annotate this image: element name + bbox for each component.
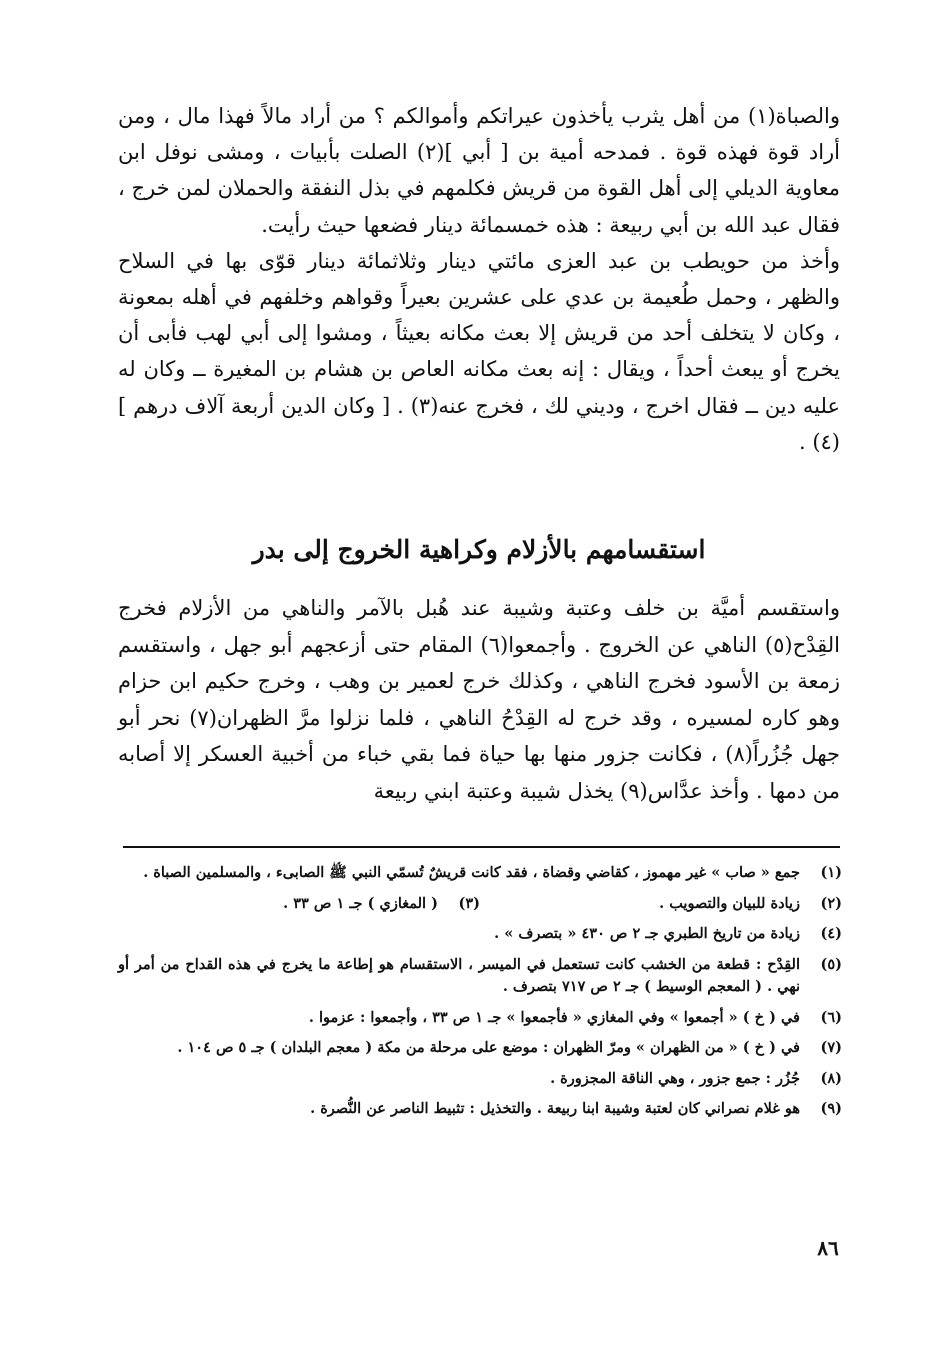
footnote-divider bbox=[123, 846, 840, 848]
footnote-number: (٩) bbox=[820, 1100, 842, 1117]
main-text-block bbox=[118, 98, 840, 460]
footnotes-block bbox=[118, 862, 842, 1129]
footnote-7 bbox=[118, 1037, 842, 1060]
footnote-text: جمع « صاب » غير مهموز ، كقاضي وقضاة ، فقد كانت قريشٌ تُسمّي النبي ﷺ الصابىء ، والمسلمين الصباة . bbox=[143, 864, 800, 881]
footnote-8 bbox=[118, 1068, 842, 1091]
paragraph-2: وأخذ من حويطب بن عبد العزى مائتي دينار وثلاثمائة دينار قوّى بها في السلاح والظهر ، وحمل طُعيمة بن عدي على عشرين بعيراً وقواهم وخلفهم في أهله بمعونة ، وكان لا يتخلف أحد من قريش إلا بعث مكانه بعيثاً ، ومشوا إلى أبي لهب فأبى أن يخرج أو يبعث أحداً ، ويقال : إنه بعث مكانه العاص بن هشام بن المغيرة ــ وكان له عليه دين ــ فقال اخرج ، وديني لك ، فخرج عنه(٣) . [ وكان الدين أربعة آلاف درهم ](٤) . bbox=[118, 248, 840, 454]
footnote-5 bbox=[118, 954, 842, 999]
footnote-6 bbox=[118, 1007, 842, 1030]
footnote-number: (٥) bbox=[820, 955, 842, 973]
footnote-text: جُزُر : جمع جزور ، وهي الناقة المجزورة . bbox=[550, 1069, 800, 1087]
footnote-1 bbox=[118, 862, 842, 885]
footnote-number: (٣) bbox=[458, 894, 480, 912]
paragraph-1: والصباة(١) من أهل يثرب يأخذون عيراتكم وأموالكم ؟ من أراد مالاً فهذا مال ، ومن أراد قوة فهذه قوة . فمدحه أمية بن [ أبي ](٢) الصلت بأبيات ، ومشى نوفل ابن معاوية الديلي إلى أهل القوة من قريش فكلمهم في بذل النفقة والحملان لمن خرج ، فقال عبد الله بن أبي ربيعة : هذه خمسمائة دينار فضعها حيث رأيت. bbox=[118, 104, 840, 237]
footnote-3 bbox=[118, 893, 480, 916]
section-heading: استقسامهم بالأزلام وكراهية الخروج إلى بدر bbox=[252, 535, 706, 564]
footnote-text: زيادة للبيان والتصويب . bbox=[659, 894, 800, 912]
footnote-4 bbox=[118, 923, 842, 946]
footnote-text: القِدْح : قطعة من الخشب كانت تستعمل في الميسر ، الاستقسام هو إطاعة ما يخرج في هذه القداح من أمر أو نهي . ( المعجم الوسيط ) جـ ٢ ص ٧١٧ بتصرف . bbox=[118, 955, 800, 995]
footnote-text: ( المغازي ) جـ ١ ص ٣٣ . bbox=[283, 894, 438, 912]
footnote-number: (٧) bbox=[820, 1039, 842, 1056]
footnote-number: (١) bbox=[820, 864, 842, 881]
footnote-number: (٦) bbox=[820, 1008, 842, 1026]
footnote-text: هو غلام نصراني كان لعتبة وشيبة ابنا ربيعة . والتخذيل : تثبيط الناصر عن النُّصرة . bbox=[310, 1100, 800, 1117]
footnote-number: (٤) bbox=[820, 925, 842, 942]
footnote-row-2-3 bbox=[118, 893, 842, 916]
page-number: ٨٦ bbox=[817, 1236, 839, 1260]
footnote-text: زيادة من تاريخ الطبري جـ ٢ ص ٤٣٠ « بتصرف » . bbox=[494, 925, 800, 942]
footnote-number: (٨) bbox=[820, 1069, 842, 1087]
footnote-2 bbox=[480, 893, 842, 916]
footnote-text: في ( خ ) « أجمعوا » وفي المغازي « فأجمعوا » جـ ١ ص ٣٣ ، وأجمعوا : عزموا . bbox=[308, 1008, 800, 1026]
footnote-text: في ( خ ) « من الظهران » ومرّ الظهران : موضع على مرحلة من مكة ( معجم البلدان ) جـ ٥ ص ١٠٤ . bbox=[177, 1039, 800, 1056]
footnote-9 bbox=[118, 1098, 842, 1121]
paragraph-3: واستقسم أميَّة بن خلف وعتبة وشيبة عند هُبل بالآمر والناهي من الأزلام فخرج القِدْح(٥) الناهي عن الخروج . وأجمعوا(٦) المقام حتى أزعجهم أبو جهل ، واستقسم زمعة بن الأسود فخرج الناهي ، وكذلك خرج لعمير بن وهب ، وخرج حكيم ابن حزام وهو كاره لمسيره ، وقد خرج له القِدْحُ الناهي ، فلما نزلوا مرَّ الظهران(٧) نحر أبو جهل جُزُراً(٨) ، فكانت جزور منها بها حياة فما بقي خباء من أخبية العسكر إلا أصابه من دمها . وأخذ عدَّاس(٩) يخذل شيبة وعتبة ابني ربيعة bbox=[118, 596, 841, 803]
footnote-number: (٢) bbox=[820, 894, 842, 912]
section-text-block bbox=[118, 590, 840, 810]
